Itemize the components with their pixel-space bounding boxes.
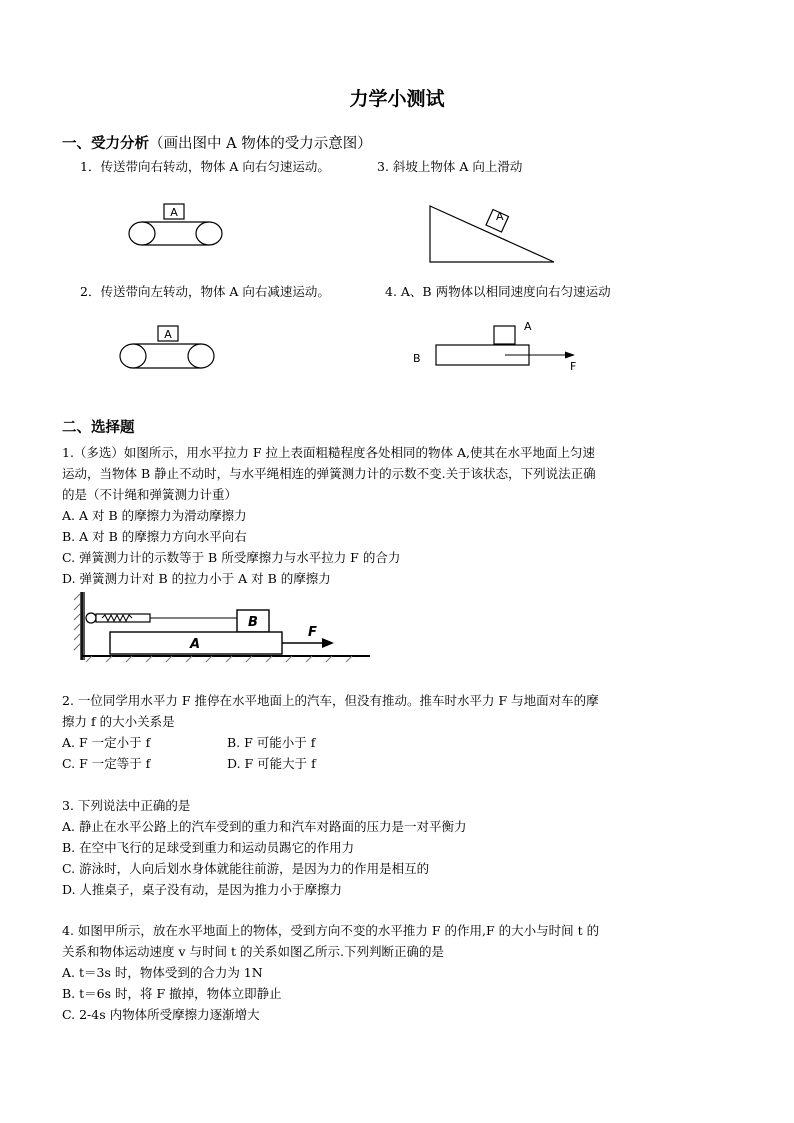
q1-option-b: B. A 对 B 的摩擦力方向水平向右 — [62, 529, 247, 544]
q2-option-d: D. F 可能大于 f — [227, 756, 316, 771]
incline-figure — [420, 200, 565, 268]
q2-line: 擦力 f 的大小关系是 — [62, 714, 175, 729]
conveyor-figure-2 — [110, 322, 220, 374]
block-a-label: A — [190, 637, 201, 652]
q3-option-d: D. 人推桌子，桌子没有动，是因为推力小于摩擦力 — [62, 882, 343, 897]
block-b-label: B — [248, 615, 258, 630]
section1-note: （画出图中 A 物体的受力示意图） — [149, 136, 372, 152]
q1-line: 的是（不计绳和弹簧测力计重） — [62, 487, 238, 502]
scale-hook — [86, 613, 96, 623]
item-2: 2．传送带向左转动，物体 A 向右减速运动。 — [80, 284, 330, 299]
section1-heading-text: 一、受力分析 — [62, 135, 149, 152]
q1-line: 1.（多选）如图所示，用水平拉力 F 拉上表面粗糙程度各处相同的物体 A,使其在水平地面上匀速 — [62, 445, 596, 460]
q2-option-c: C. F 一定等于 f — [62, 756, 151, 771]
q4-line: 关系和物体运动速度 v 与时间 t 的关系如图乙所示.下列判断正确的是 — [62, 944, 444, 959]
force-label: F — [308, 625, 317, 640]
item-4: 4. A、B 两物体以相同速度向右匀速运动 — [385, 284, 611, 299]
pulley-left — [129, 222, 155, 245]
pulley-right — [196, 222, 222, 245]
block-a — [494, 326, 515, 344]
q2-option-b: B. F 可能小于 f — [227, 735, 316, 750]
q3-option-c: C. 游泳时，人向后划水身体就能往前游，是因为力的作用是相互的 — [62, 861, 430, 876]
q3-option-b: B. 在空中飞行的足球受到重力和运动员踢它的作用力 — [62, 840, 355, 855]
question-3 — [62, 795, 466, 900]
pulley-left — [120, 344, 146, 368]
block-a-label: A — [524, 320, 532, 333]
conveyor-figure-1 — [120, 198, 230, 250]
block-b-label: B — [413, 352, 421, 365]
q4-option-b: B. t＝6s 时，将 F 撤掉，物体立即静止 — [62, 986, 282, 1001]
page-title: 力学小测试 — [349, 88, 445, 110]
question-4 — [62, 920, 599, 1025]
q4-option-c: C. 2-4s 内物体所受摩擦力逐渐增大 — [62, 1007, 260, 1022]
question-1 — [62, 442, 596, 589]
q3-option-a: A. 静止在水平公路上的汽车受到的重力和汽车对路面的压力是一对平衡力 — [62, 819, 467, 834]
pulley-right — [188, 344, 214, 368]
q4-line: 4. 如图甲所示，放在水平地面上的物体，受到方向不变的水平推力 F 的作用,F 的大小与时间 t 的 — [62, 923, 600, 938]
section2-heading: 二、选择题 — [62, 419, 135, 436]
q1-option-c: C. 弹簧测力计的示数等于 B 所受摩擦力与水平拉力 F 的合力 — [62, 550, 401, 565]
block-a-label: A — [496, 210, 504, 223]
q2-line: 2. 一位同学用水平力 F 推停在水平地面上的汽车，但没有推动。推车时水平力 F 与地面对车的摩 — [62, 693, 599, 708]
stacked-blocks-figure — [405, 315, 590, 377]
q1-line: 运动，当物体 B 静止不动时，与水平绳相连的弹簧测力计的示数不变.关于该状态，下列说法正确 — [62, 466, 596, 481]
question-2 — [62, 690, 599, 774]
force-label: F — [570, 360, 577, 373]
force-arrow — [565, 352, 575, 359]
block-a-label: A — [170, 206, 178, 219]
force-arrow — [322, 638, 334, 648]
block-a-label: A — [164, 328, 172, 341]
q4-option-a: A. t＝3s 时，物体受到的合力为 1N — [62, 965, 263, 980]
item-3: 3. 斜坡上物体 A 向上滑动 — [377, 159, 523, 174]
section1-heading — [62, 132, 372, 153]
item-1: 1．传送带向右转动，物体 A 向右匀速运动。 — [80, 159, 330, 174]
q3-line: 3. 下列说法中正确的是 — [62, 798, 191, 813]
spring-scale-figure — [72, 588, 372, 664]
q1-option-d: D. 弹簧测力计对 B 的拉力小于 A 对 B 的摩擦力 — [62, 571, 331, 586]
q1-option-a: A. A 对 B 的摩擦力为滑动摩擦力 — [62, 508, 247, 523]
q2-option-a: A. F 一定小于 f — [62, 735, 151, 750]
